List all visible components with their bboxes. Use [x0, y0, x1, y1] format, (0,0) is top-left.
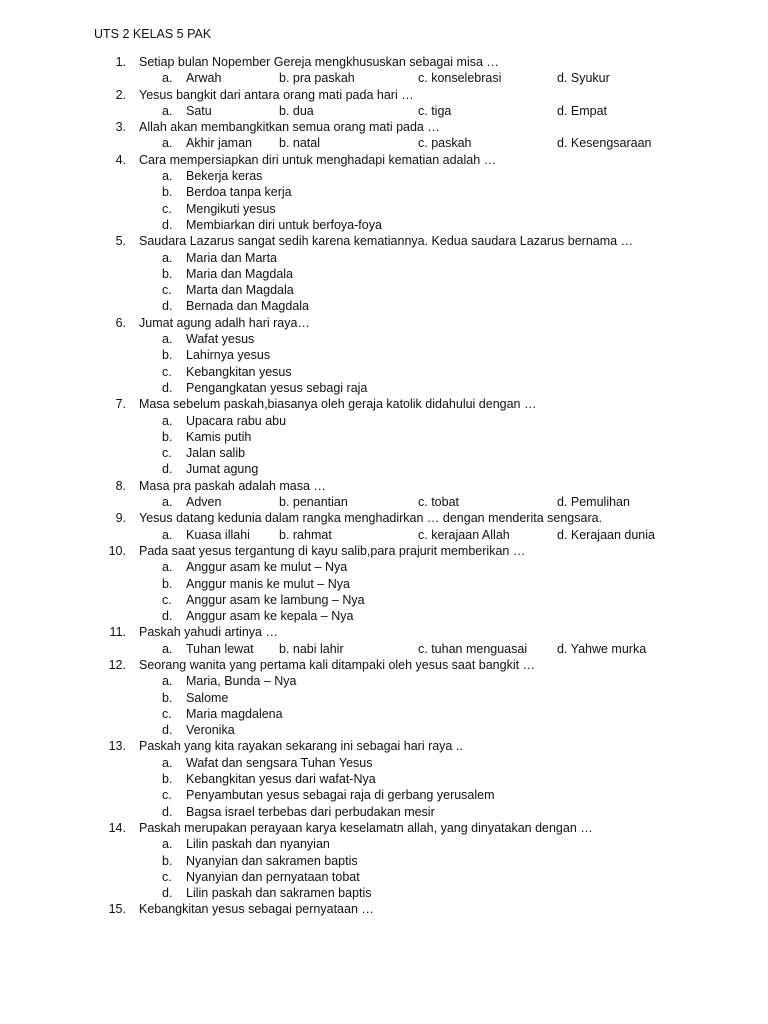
option-row: [0, 347, 768, 363]
question-number: 9.: [115, 511, 126, 526]
question-text: Masa pra paskah adalah masa …: [139, 478, 326, 493]
option-row: [0, 429, 768, 445]
question-text: Paskah merupakan perayaan karya keselamatn allah, yang dinyatakan dengan …: [139, 820, 593, 835]
question-12: [0, 657, 768, 673]
option-row: [0, 217, 768, 233]
option-b: Kamis putih: [186, 429, 252, 444]
document-title: UTS 2 KELAS 5 PAK: [94, 27, 212, 41]
option-d: Anggur asam ke kepala – Nya: [186, 609, 354, 624]
question-6: [0, 315, 768, 331]
option-row: [0, 168, 768, 184]
option-letter: c.: [162, 201, 172, 216]
option-b: Salome: [186, 690, 229, 705]
question-text: Masa sebelum paskah,biasanya oleh geraja katolik didahului dengan …: [139, 397, 537, 412]
option-row: [0, 282, 768, 298]
option-c: c. kerajaan Allah: [418, 527, 510, 542]
option-letter: d.: [162, 217, 173, 232]
option-row: [0, 331, 768, 347]
option-row: [0, 494, 768, 510]
option-row: [0, 853, 768, 869]
option-a: Lilin paskah dan nyanyian: [186, 837, 330, 852]
option-letter: c.: [162, 592, 172, 607]
option-b: b. rahmat: [279, 527, 332, 542]
option-c: c. konselebrasi: [418, 71, 502, 86]
option-letter: c.: [162, 788, 172, 803]
question-text: Allah akan membangkitkan semua orang mati pada …: [139, 120, 440, 135]
option-row: [0, 641, 768, 657]
option-row: [0, 690, 768, 706]
option-row: [0, 364, 768, 380]
option-d: d. Empat: [557, 103, 608, 118]
option-row: [0, 527, 768, 543]
option-row: [0, 608, 768, 624]
option-row: [0, 836, 768, 852]
question-9: [0, 510, 768, 526]
question-text: Setiap bulan Nopember Gereja mengkhususkan sebagai misa …: [139, 55, 499, 69]
option-c: c. tuhan menguasai: [418, 641, 528, 656]
option-d: d. Kesengsaraan: [557, 136, 652, 151]
option-d: Veronika: [186, 723, 235, 738]
option-a: Upacara rabu abu: [186, 413, 287, 428]
question-text: Paskah yang kita rayakan sekarang ini sebagai hari raya ..: [139, 739, 463, 754]
option-row: [0, 804, 768, 820]
option-d: Jumat agung: [186, 462, 259, 477]
option-b: b. dua: [279, 103, 314, 118]
option-letter: a.: [162, 560, 173, 575]
option-a: Maria, Bunda – Nya: [186, 674, 297, 689]
option-row: [0, 380, 768, 396]
option-row: [0, 250, 768, 266]
question-number: 4.: [115, 152, 126, 167]
option-a: Kuasa illahi: [186, 527, 250, 542]
question-4: [0, 152, 768, 168]
option-a: Adven: [186, 495, 222, 510]
option-row: [0, 787, 768, 803]
option-letter: b.: [162, 690, 173, 705]
option-row: [0, 461, 768, 477]
question-11: [0, 624, 768, 640]
question-number: 1.: [115, 55, 126, 69]
option-letter: a.: [162, 413, 173, 428]
option-b: Maria dan Magdala: [186, 266, 294, 281]
option-c: Maria magdalena: [186, 706, 283, 721]
option-row: [0, 135, 768, 151]
option-letter: c.: [162, 283, 172, 298]
question-number: 13.: [108, 739, 126, 754]
question-text: Saudara Lazarus sangat sedih karena kematiannya. Kedua saudara Lazarus bernama …: [139, 234, 634, 249]
option-row: [0, 869, 768, 885]
option-letter: a.: [162, 527, 173, 542]
question-number: 5.: [115, 234, 126, 249]
option-letter: b.: [162, 185, 173, 200]
option-letter: a.: [162, 495, 173, 510]
question-text: Pada saat yesus tergantung di kayu salib,para prajurit memberikan …: [139, 543, 526, 558]
option-row: [0, 445, 768, 461]
option-b: b. penantian: [279, 495, 348, 510]
option-d: Bernada dan Magdala: [186, 299, 310, 314]
option-letter: b.: [162, 266, 173, 281]
option-a: Anggur asam ke mulut – Nya: [186, 560, 348, 575]
question-number: 8.: [115, 478, 126, 493]
question-number: 15.: [108, 902, 126, 917]
option-d: Bagsa israel terbebas dari perbudakan mesir: [186, 804, 435, 819]
question-text: Kebangkitan yesus sebagai pernyataan …: [139, 902, 374, 917]
option-d: Membiarkan diri untuk berfoya-foya: [186, 217, 382, 232]
option-letter: a.: [162, 169, 173, 184]
option-row: [0, 885, 768, 901]
option-row: [0, 706, 768, 722]
question-13: [0, 738, 768, 754]
option-letter: d.: [162, 804, 173, 819]
option-b: b. nabi lahir: [279, 641, 344, 656]
option-d: Lilin paskah dan sakramen baptis: [186, 886, 372, 901]
option-b: Lahirnya yesus: [186, 348, 271, 363]
option-letter: d.: [162, 462, 173, 477]
option-row: [0, 298, 768, 314]
option-letter: d.: [162, 723, 173, 738]
option-letter: b.: [162, 348, 173, 363]
option-row: [0, 103, 768, 119]
question-10: [0, 543, 768, 559]
option-letter: a.: [162, 71, 173, 86]
option-letter: b.: [162, 772, 173, 787]
option-c: c. paskah: [418, 136, 472, 151]
option-b: b. natal: [279, 136, 321, 151]
option-c: c. tiga: [418, 103, 452, 118]
option-letter: b.: [162, 429, 173, 444]
option-a: Tuhan lewat: [186, 641, 254, 656]
option-c: Marta dan Magdala: [186, 283, 294, 298]
question-3: [0, 119, 768, 135]
option-letter: a.: [162, 103, 173, 118]
question-number: 14.: [108, 820, 126, 835]
option-letter: d.: [162, 299, 173, 314]
question-text: Seorang wanita yang pertama kali ditampaki oleh yesus saat bangkit …: [139, 657, 536, 672]
question-text: Jumat agung adalh hari raya…: [139, 315, 310, 330]
question-15: [0, 901, 768, 917]
option-letter: d.: [162, 380, 173, 395]
option-row: [0, 771, 768, 787]
option-b: Kebangkitan yesus dari wafat-Nya: [186, 772, 376, 787]
option-b: Nyanyian dan sakramen baptis: [186, 853, 358, 868]
question-number: 2.: [115, 87, 126, 102]
question-number: 10.: [108, 543, 126, 558]
question-1: [0, 54, 768, 70]
option-c: Mengikuti yesus: [186, 201, 276, 216]
option-a: Maria dan Marta: [186, 250, 278, 265]
option-d: d. Kerajaan dunia: [557, 527, 655, 542]
question-2: [0, 87, 768, 103]
question-5: [0, 233, 768, 249]
option-letter: b.: [162, 576, 173, 591]
option-c: Kebangkitan yesus: [186, 364, 292, 379]
option-d: d. Syukur: [557, 71, 610, 86]
option-d: Pengangkatan yesus sebagi raja: [186, 380, 368, 395]
option-row: [0, 592, 768, 608]
option-letter: a.: [162, 755, 173, 770]
option-d: d. Yahwe murka: [557, 641, 647, 656]
option-c: Penyambutan yesus sebagai raja di gerbang yerusalem: [186, 788, 495, 803]
option-a: Wafat yesus: [186, 332, 255, 347]
option-letter: a.: [162, 641, 173, 656]
question-7: [0, 396, 768, 412]
option-a: Bekerja keras: [186, 169, 263, 184]
option-row: [0, 755, 768, 771]
option-letter: c.: [162, 869, 172, 884]
option-row: [0, 673, 768, 689]
option-row: [0, 576, 768, 592]
option-b: b. pra paskah: [279, 71, 355, 86]
option-row: [0, 559, 768, 575]
question-number: 3.: [115, 120, 126, 135]
option-letter: a.: [162, 674, 173, 689]
option-a: Arwah: [186, 71, 222, 86]
question-14: [0, 820, 768, 836]
question-number: 6.: [115, 315, 126, 330]
option-c: c. tobat: [418, 495, 459, 510]
question-number: 11.: [109, 625, 126, 640]
option-a: Akhir jaman: [186, 136, 252, 151]
option-row: [0, 413, 768, 429]
option-letter: d.: [162, 886, 173, 901]
option-c: Nyanyian dan pernyataan tobat: [186, 869, 360, 884]
option-row: [0, 70, 768, 86]
question-text: Yesus datang kedunia dalam rangka menghadirkan … dengan menderita sengsara.: [139, 511, 603, 526]
option-row: [0, 184, 768, 200]
option-letter: c.: [162, 364, 172, 379]
option-c: Anggur asam ke lambung – Nya: [186, 592, 365, 607]
option-letter: a.: [162, 250, 173, 265]
question-8: [0, 478, 768, 494]
option-row: [0, 201, 768, 217]
option-row: [0, 722, 768, 738]
question-number: 12.: [108, 657, 126, 672]
option-letter: a.: [162, 332, 173, 347]
question-text: Cara mempersiapkan diri untuk menghadapi kematian adalah …: [139, 152, 497, 167]
option-letter: a.: [162, 136, 173, 151]
question-number: 7.: [115, 397, 126, 412]
option-row: [0, 266, 768, 282]
option-letter: c.: [162, 706, 172, 721]
option-b: Anggur manis ke mulut – Nya: [186, 576, 350, 591]
option-letter: c.: [162, 446, 172, 461]
option-a: Satu: [186, 103, 212, 118]
question-list: [0, 54, 768, 918]
option-letter: a.: [162, 837, 173, 852]
option-letter: b.: [162, 853, 173, 868]
question-text: Yesus bangkit dari antara orang mati pada hari …: [139, 87, 414, 102]
option-c: Jalan salib: [186, 446, 246, 461]
question-text: Paskah yahudi artinya …: [139, 625, 278, 640]
option-b: Berdoa tanpa kerja: [186, 185, 292, 200]
option-d: d. Pemulihan: [557, 495, 630, 510]
option-letter: d.: [162, 609, 173, 624]
option-a: Wafat dan sengsara Tuhan Yesus: [186, 755, 373, 770]
